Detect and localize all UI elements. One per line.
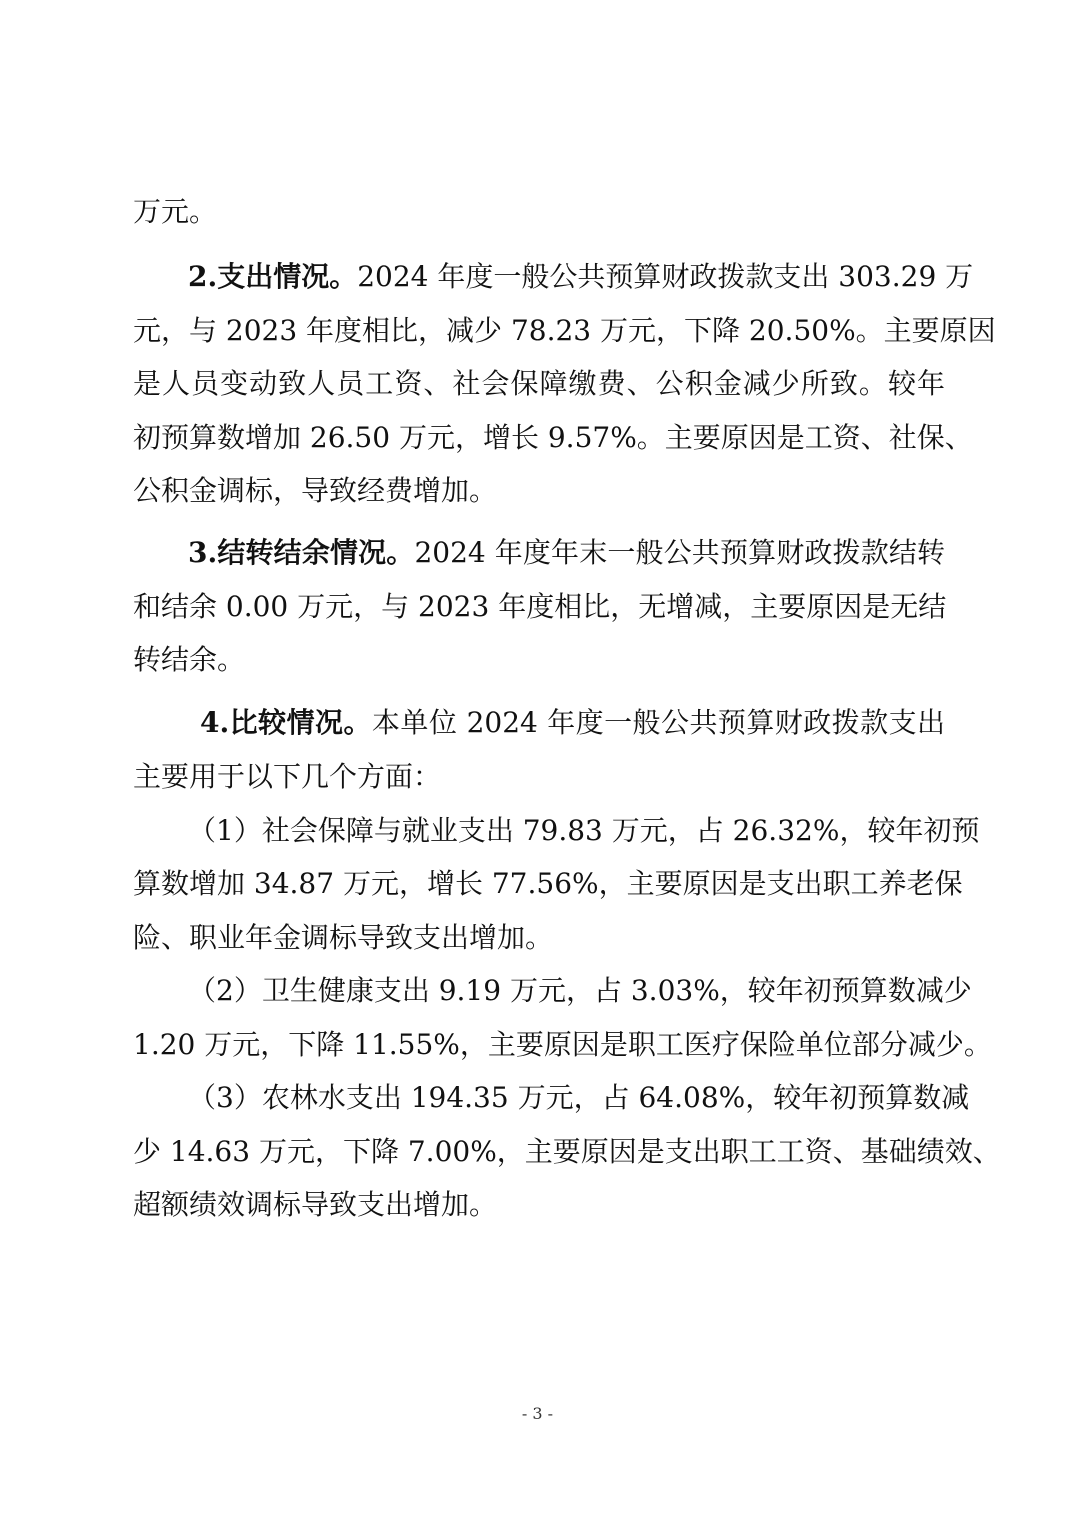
text-line: 元，与 2023 年度相比，减少 78.23 万元，下降 20.50%。主要原因	[133, 314, 996, 347]
text-line: 和结余 0.00 万元，与 2023 年度相比，无增减，主要原因是无结	[133, 590, 947, 623]
list-item-line: （1）社会保障与就业支出 79.83 万元，占 26.32%，较年初预	[188, 814, 980, 847]
text-line: 公积金调标，导致经费增加。	[133, 474, 498, 507]
section-paragraph-line	[188, 257, 974, 297]
text-line: 超额绩效调标导致支出增加。	[133, 1188, 498, 1221]
text-line: 算数增加 34.87 万元，增长 77.56%，主要原因是支出职工养老保	[133, 867, 963, 900]
page-number: - 3 -	[521, 1404, 554, 1423]
section-paragraph-line	[200, 703, 945, 743]
text-span: 本单位 2024 年度一般公共预算财政拨款支出	[371, 706, 946, 739]
text-line: 是人员变动致人员工资、社会保障缴费、公积金减少所致。较年	[133, 367, 945, 400]
section-paragraph-line	[188, 533, 945, 573]
text-line: 少 14.63 万元，下降 7.00%，主要原因是支出职工工资、基础绩效、	[133, 1135, 1001, 1168]
text-span: 2024 年度一般公共预算财政拨款支出 303.29 万	[357, 260, 974, 293]
list-item-line: （3）农林水支出 194.35 万元，占 64.08%，较年初预算数减	[188, 1081, 970, 1114]
section-heading-comparison: 4.比较情况。	[200, 706, 372, 739]
section-heading-expenditure: 2.支出情况。	[188, 260, 358, 293]
text-span: 2024 年度年末一般公共预算财政拨款结转	[414, 536, 945, 569]
text-line: 1.20 万元，下降 11.55%，主要原因是职工医疗保险单位部分减少。	[133, 1028, 992, 1061]
list-item-line: （2）卫生健康支出 9.19 万元，占 3.03%，较年初预算数减少	[188, 974, 972, 1007]
text-line: 初预算数增加 26.50 万元，增长 9.57%。主要原因是工资、社保、	[133, 421, 973, 454]
section-heading-carryover: 3.结转结余情况。	[188, 536, 415, 569]
text-line: 转结余。	[133, 643, 246, 676]
text-line: 主要用于以下几个方面：	[133, 760, 442, 793]
text-line: 万元。	[133, 195, 218, 228]
text-line: 险、职业年金调标导致支出增加。	[133, 921, 554, 954]
